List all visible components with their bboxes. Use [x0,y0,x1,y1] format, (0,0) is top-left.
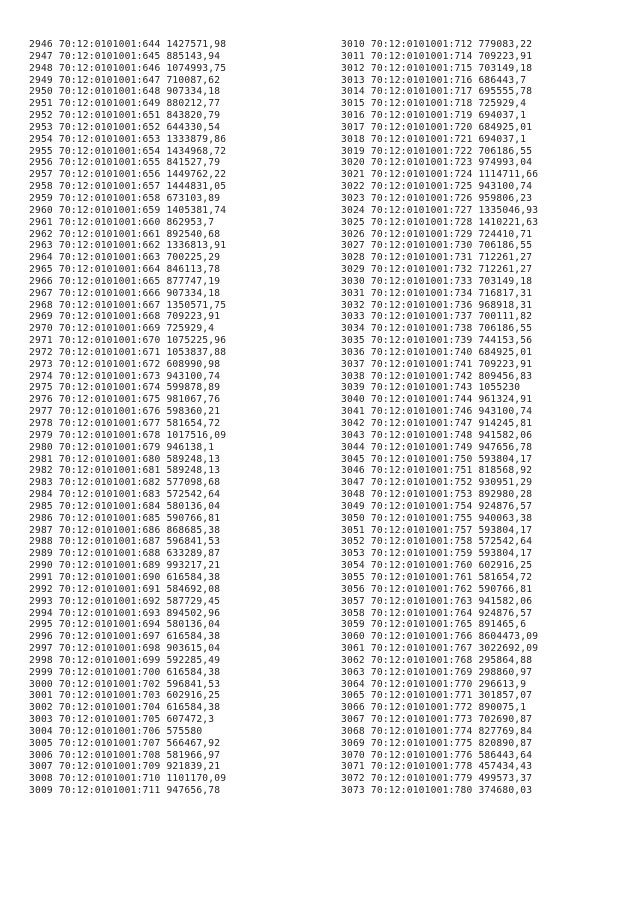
table-row: 2977 70:12:0101001:676 598360,21 [29,406,221,418]
table-row: 2955 70:12:0101001:654 1434968,72 [29,145,227,157]
table-row: 2987 70:12:0101001:686 868685,38 [29,524,221,536]
table-row: 3051 70:12:0101001:757 593804,17 [341,524,533,536]
table-row: 3040 70:12:0101001:744 961324,91 [341,394,533,406]
table-row: 2947 70:12:0101001:645 885143,94 [29,50,221,62]
table-row: 3038 70:12:0101001:742 809456,83 [341,370,533,382]
table-row: 2951 70:12:0101001:649 880212,77 [29,98,221,110]
table-row: 2990 70:12:0101001:689 993217,21 [29,560,221,572]
table-row: 3035 70:12:0101001:739 744153,56 [341,335,533,347]
table-row: 2952 70:12:0101001:651 843820,79 [29,110,221,122]
table-row: 3071 70:12:0101001:778 457434,43 [341,761,533,773]
table-row: 2981 70:12:0101001:680 589248,13 [29,453,221,465]
table-row: 2973 70:12:0101001:672 608990,98 [29,358,221,370]
table-row: 2997 70:12:0101001:698 903615,04 [29,643,221,655]
table-row: 2956 70:12:0101001:655 841527,79 [29,157,221,169]
left-column [29,39,226,797]
table-row: 2998 70:12:0101001:699 592285,49 [29,654,221,666]
table-row: 3059 70:12:0101001:765 891465,6 [341,619,527,631]
table-row: 2995 70:12:0101001:694 580136,04 [29,619,221,631]
table-row: 3044 70:12:0101001:749 947656,78 [341,441,533,453]
table-row: 3069 70:12:0101001:775 820890,87 [341,737,533,749]
table-row: 2968 70:12:0101001:667 1350571,75 [29,299,227,311]
table-row: 3049 70:12:0101001:754 924876,57 [341,500,533,512]
table-row: 3015 70:12:0101001:718 725929,4 [341,98,527,110]
table-row: 3058 70:12:0101001:764 924876,57 [341,607,533,619]
table-row: 2961 70:12:0101001:660 862953,7 [29,216,215,228]
table-row: 3016 70:12:0101001:719 694037,1 [341,110,527,122]
table-row: 3004 70:12:0101001:706 575580 [29,725,203,737]
table-row: 2999 70:12:0101001:700 616584,38 [29,666,221,678]
table-row: 3006 70:12:0101001:708 581966,97 [29,749,221,761]
table-row: 2996 70:12:0101001:697 616584,38 [29,631,221,643]
table-row: 3042 70:12:0101001:747 914245,81 [341,418,533,429]
table-row: 2992 70:12:0101001:691 584692,08 [29,583,221,595]
table-row: 2991 70:12:0101001:690 616584,38 [29,571,221,583]
table-row: 3008 70:12:0101001:710 1101170,09 [29,773,227,785]
table-row: 2989 70:12:0101001:688 633289,87 [29,548,221,560]
table-row: 3029 70:12:0101001:732 712261,27 [341,264,533,276]
table-row: 2958 70:12:0101001:657 1444831,05 [29,181,227,193]
table-row: 3046 70:12:0101001:751 818568,92 [341,465,533,477]
table-row: 3026 70:12:0101001:729 724410,71 [341,228,533,240]
table-row: 2993 70:12:0101001:692 587729,45 [29,595,221,607]
table-row: 3073 70:12:0101001:780 374680,03 [341,785,533,797]
table-row: 3012 70:12:0101001:715 703149,18 [341,62,533,74]
table-row: 3023 70:12:0101001:726 959806,23 [341,192,533,204]
table-row: 3000 70:12:0101001:702 596841,53 [29,678,221,690]
table-row: 3072 70:12:0101001:779 499573,37 [341,773,533,785]
table-row: 3021 70:12:0101001:724 1114711,66 [341,169,539,181]
table-row: 2979 70:12:0101001:678 1017516,09 [29,429,227,441]
table-row: 3020 70:12:0101001:723 974993,04 [341,157,533,169]
table-row: 3036 70:12:0101001:740 684925,01 [341,346,533,358]
table-row: 3050 70:12:0101001:755 940063,38 [341,512,533,524]
table-row: 2969 70:12:0101001:668 709223,91 [29,311,221,323]
right-column [341,39,538,797]
table-row: 3066 70:12:0101001:772 890075,1 [341,702,527,714]
table-row: 3062 70:12:0101001:768 295864,88 [341,654,533,666]
table-row: 3055 70:12:0101001:761 581654,72 [341,571,533,583]
table-row: 3039 70:12:0101001:743 1055230 [341,382,521,394]
table-row: 3002 70:12:0101001:704 616584,38 [29,702,221,714]
table-row: 2985 70:12:0101001:684 580136,04 [29,500,221,512]
table-row: 3019 70:12:0101001:722 706186,55 [341,145,533,157]
table-row: 2966 70:12:0101001:665 877747,19 [29,275,221,287]
table-row: 3018 70:12:0101001:721 694037,1 [341,133,527,145]
table-row: 2971 70:12:0101001:670 1075225,96 [29,335,227,347]
table-row: 3001 70:12:0101001:703 602916,25 [29,690,221,702]
table-row: 3027 70:12:0101001:730 706186,55 [341,240,533,252]
table-row: 2963 70:12:0101001:662 1336813,91 [29,240,227,252]
table-row: 3025 70:12:0101001:728 1410221,63 [341,216,539,228]
table-row: 3032 70:12:0101001:736 968918,31 [341,299,533,311]
table-row: 3047 70:12:0101001:752 930951,29 [341,477,533,489]
table-row: 2959 70:12:0101001:658 673103,89 [29,192,221,204]
table-row: 3056 70:12:0101001:762 590766,81 [341,583,533,595]
table-row: 3022 70:12:0101001:725 943100,74 [341,181,533,193]
table-row: 3043 70:12:0101001:748 941582,06 [341,429,533,441]
table-row: 2982 70:12:0101001:681 589248,13 [29,465,221,477]
table-row: 2986 70:12:0101001:685 590766,81 [29,512,221,524]
table-row: 3054 70:12:0101001:760 602916,25 [341,560,533,572]
table-row: 3013 70:12:0101001:716 686443,7 [341,74,527,86]
table-row: 3064 70:12:0101001:770 296613,9 [341,678,527,690]
table-row: 3030 70:12:0101001:733 703149,18 [341,275,533,287]
table-row: 3033 70:12:0101001:737 700111,82 [341,311,533,323]
table-row: 3007 70:12:0101001:709 921839,21 [29,761,221,773]
table-row: 3061 70:12:0101001:767 3022692,09 [341,643,539,655]
table-row: 2948 70:12:0101001:646 1074993,75 [29,62,227,74]
table-row: 2984 70:12:0101001:683 572542,64 [29,489,221,501]
table-row: 2975 70:12:0101001:674 599878,89 [29,382,221,394]
table-row: 3045 70:12:0101001:750 593804,17 [341,453,533,465]
table-row: 2983 70:12:0101001:682 577098,68 [29,477,221,489]
table-row: 3057 70:12:0101001:763 941582,06 [341,595,533,607]
table-row: 3017 70:12:0101001:720 684925,01 [341,121,533,133]
table-row: 2964 70:12:0101001:663 700225,29 [29,252,221,264]
table-row: 3003 70:12:0101001:705 607472,3 [29,714,215,726]
table-row: 2950 70:12:0101001:648 907334,18 [29,86,221,98]
table-row: 3068 70:12:0101001:774 827769,84 [341,725,533,737]
table-row: 3009 70:12:0101001:711 947656,78 [29,785,221,797]
table-row: 2967 70:12:0101001:666 907334,18 [29,287,221,299]
table-row: 2960 70:12:0101001:659 1405381,74 [29,204,227,216]
table-row: 3024 70:12:0101001:727 1335046,93 [341,204,539,216]
table-row: 2988 70:12:0101001:687 596841,53 [29,536,221,548]
table-row: 2962 70:12:0101001:661 892540,68 [29,228,221,240]
table-row: 3028 70:12:0101001:731 712261,27 [341,252,533,264]
table-row: 2949 70:12:0101001:647 710087,62 [29,74,221,86]
table-row: 2954 70:12:0101001:653 1333879,86 [29,133,227,145]
table-row: 3014 70:12:0101001:717 695555,78 [341,86,533,98]
table-row: 3052 70:12:0101001:758 572542,64 [341,536,533,548]
table-row: 3005 70:12:0101001:707 566467,92 [29,737,221,749]
table-row: 2980 70:12:0101001:679 946138,1 [29,441,215,453]
table-row: 3063 70:12:0101001:769 298860,97 [341,666,533,678]
table-row: 3037 70:12:0101001:741 709223,91 [341,358,533,370]
table-row: 2972 70:12:0101001:671 1053837,88 [29,346,227,358]
table-row: 3065 70:12:0101001:771 301857,07 [341,690,533,702]
table-row: 2957 70:12:0101001:656 1449762,22 [29,169,227,181]
table-row: 3041 70:12:0101001:746 943100,74 [341,406,533,418]
table-row: 2965 70:12:0101001:664 846113,78 [29,264,221,276]
table-row: 2994 70:12:0101001:693 894502,96 [29,607,221,619]
table-row: 3010 70:12:0101001:712 779083,22 [341,39,533,50]
table-row: 2970 70:12:0101001:669 725929,4 [29,323,215,335]
table-row: 2953 70:12:0101001:652 644330,54 [29,121,221,133]
table-row: 3048 70:12:0101001:753 892980,28 [341,489,533,501]
table-row: 3034 70:12:0101001:738 706186,55 [341,323,533,335]
table-row: 3011 70:12:0101001:714 709223,91 [341,50,533,62]
table-row: 2974 70:12:0101001:673 943100,74 [29,370,221,382]
table-row: 3053 70:12:0101001:759 593804,17 [341,548,533,560]
table-row: 3031 70:12:0101001:734 716817,31 [341,287,533,299]
table-row: 2978 70:12:0101001:677 581654,72 [29,418,221,429]
table-row: 3060 70:12:0101001:766 8604473,09 [341,631,539,643]
table-row: 3067 70:12:0101001:773 702690,87 [341,714,533,726]
table-row: 2946 70:12:0101001:644 1427571,98 [29,39,227,50]
table-row: 2976 70:12:0101001:675 981067,76 [29,394,221,406]
table-row: 3070 70:12:0101001:776 586443,64 [341,749,533,761]
